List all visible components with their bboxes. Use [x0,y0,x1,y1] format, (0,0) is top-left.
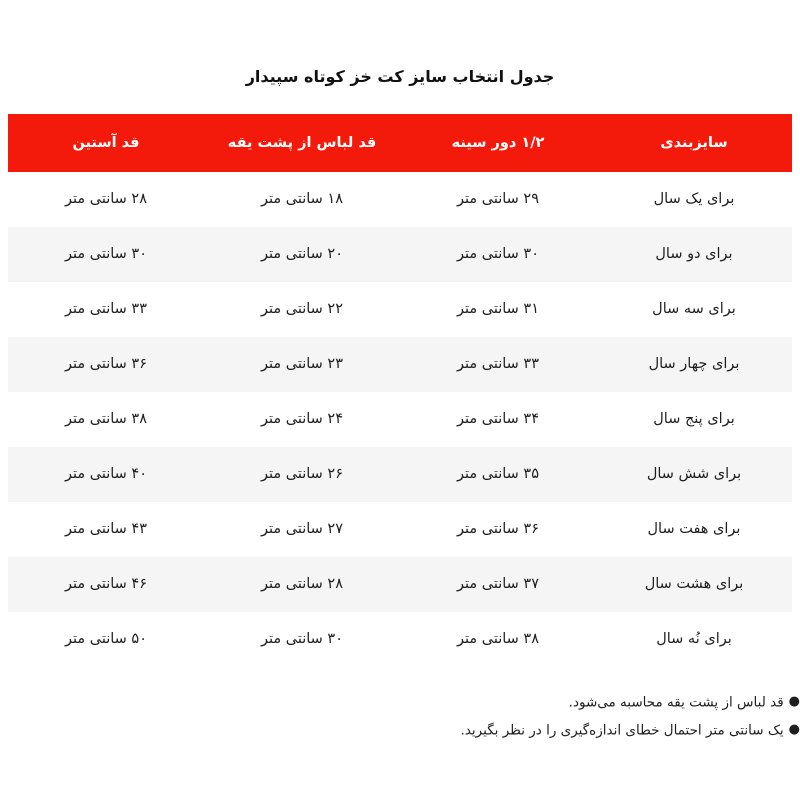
table-row [8,502,792,557]
cell-sleeve: ۴۰ سانتی متر [8,447,204,502]
table-row [8,337,792,392]
cell-chest: ۳۱ سانتی متر [400,282,596,337]
note-item [44,717,800,745]
cell-length: ۱۸ سانتی متر [204,172,400,227]
column-header-chest: ۱/۲ دور سینه [400,114,596,172]
cell-chest: ۳۵ سانتی متر [400,447,596,502]
cell-sleeve: ۳۳ سانتی متر [8,282,204,337]
page-title: جدول انتخاب سایز کت خز کوتاه سپیدار [245,67,555,86]
table-row [8,557,792,612]
table-row [8,172,792,227]
cell-size: برای یک سال [596,172,792,227]
cell-length: ۲۸ سانتی متر [204,557,400,612]
table-head [8,114,792,172]
table-row [8,282,792,337]
cell-sleeve: ۴۳ سانتی متر [8,502,204,557]
cell-chest: ۳۸ سانتی متر [400,612,596,667]
note-text: یک سانتی متر احتمال خطای اندازه‌گیری را در نظر بگیرید. [460,722,784,739]
size-table-container [8,114,792,667]
cell-chest: ۳۳ سانتی متر [400,337,596,392]
column-header-size: سایزبندی [596,114,792,172]
notes-list [0,689,800,745]
cell-size: برای هشت سال [596,557,792,612]
cell-sleeve: ۳۶ سانتی متر [8,337,204,392]
cell-chest: ۳۴ سانتی متر [400,392,596,447]
cell-chest: ۳۶ سانتی متر [400,502,596,557]
table-row [8,447,792,502]
cell-length: ۳۰ سانتی متر [204,612,400,667]
cell-sleeve: ۳۰ سانتی متر [8,227,204,282]
column-header-length: قد لباس از پشت یقه [204,114,400,172]
cell-size: برای نُه سال [596,612,792,667]
table-row [8,392,792,447]
table-body [8,172,792,667]
cell-chest: ۳۰ سانتی متر [400,227,596,282]
cell-size: برای دو سال [596,227,792,282]
cell-size: برای چهار سال [596,337,792,392]
bullet-icon: ● [788,722,800,738]
cell-length: ۲۳ سانتی متر [204,337,400,392]
cell-sleeve: ۵۰ سانتی متر [8,612,204,667]
cell-length: ۲۲ سانتی متر [204,282,400,337]
cell-sleeve: ۴۶ سانتی متر [8,557,204,612]
bullet-icon: ● [788,694,800,710]
note-item [44,689,800,717]
cell-size: برای هفت سال [596,502,792,557]
cell-length: ۲۰ سانتی متر [204,227,400,282]
note-text: قد لباس از پشت یقه محاسبه می‌شود. [568,694,784,711]
table-row [8,612,792,667]
cell-length: ۲۴ سانتی متر [204,392,400,447]
cell-length: ۲۶ سانتی متر [204,447,400,502]
cell-size: برای سه سال [596,282,792,337]
cell-sleeve: ۲۸ سانتی متر [8,172,204,227]
cell-size: برای شش سال [596,447,792,502]
cell-size: برای پنج سال [596,392,792,447]
cell-length: ۲۷ سانتی متر [204,502,400,557]
table-header-row [8,114,792,172]
size-table [8,114,792,667]
cell-chest: ۳۷ سانتی متر [400,557,596,612]
column-header-sleeve: قد آستین [8,114,204,172]
table-row [8,227,792,282]
cell-sleeve: ۳۸ سانتی متر [8,392,204,447]
cell-chest: ۲۹ سانتی متر [400,172,596,227]
